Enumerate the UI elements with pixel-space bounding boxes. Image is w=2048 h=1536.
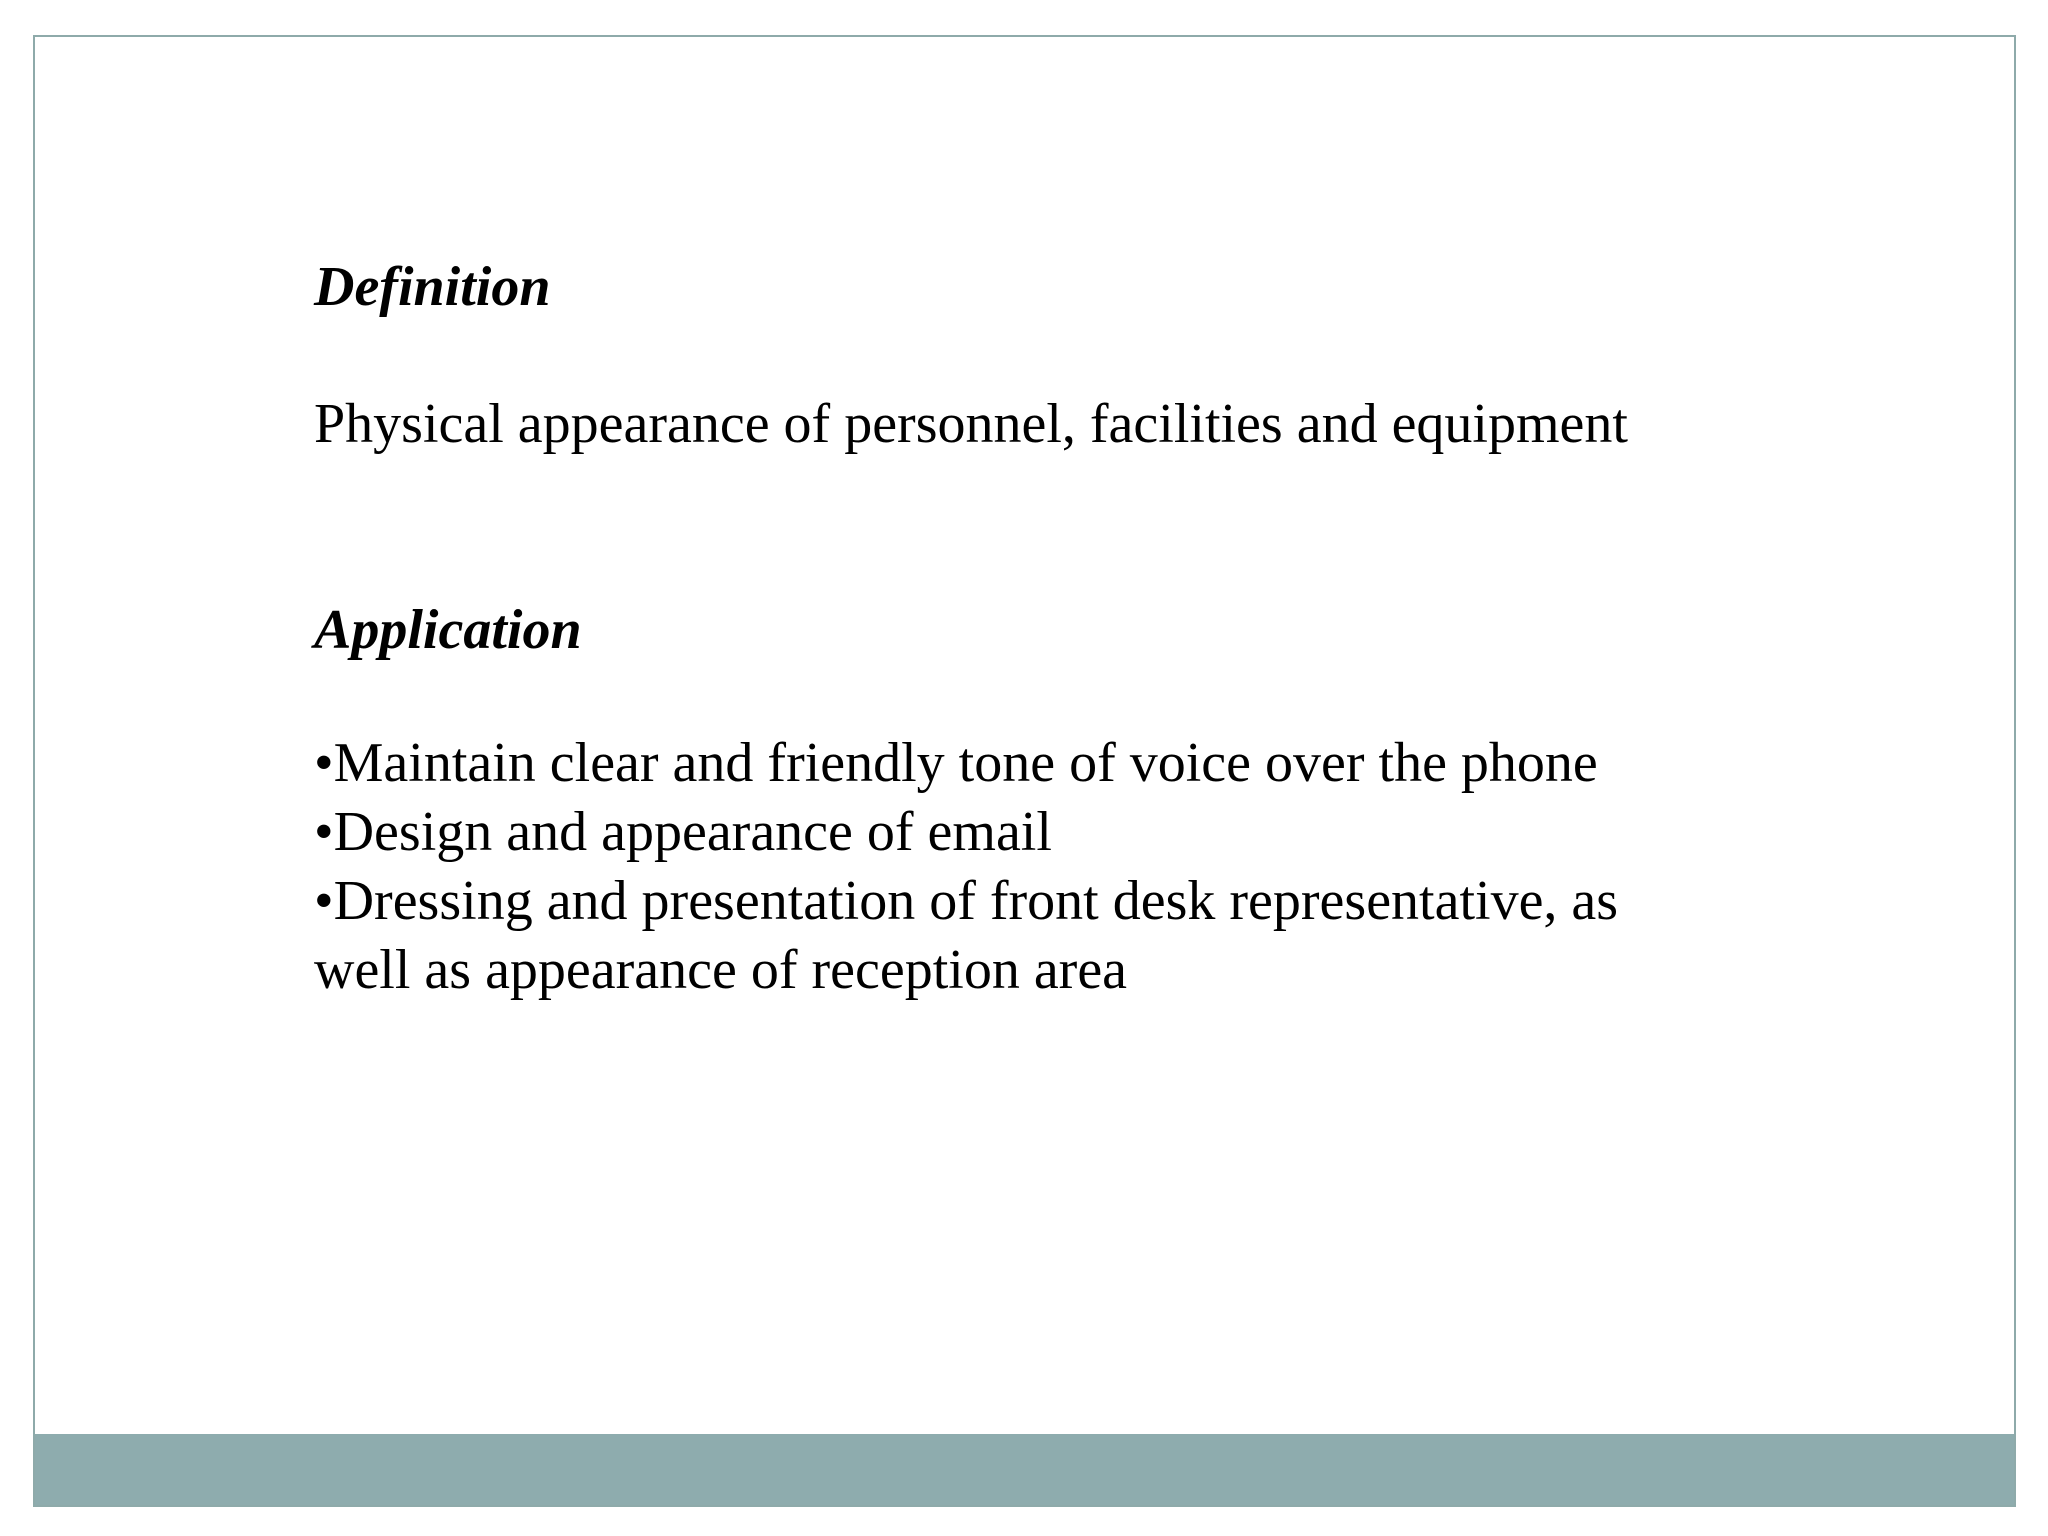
application-bullet-email: •Design and appearance of email [314,801,1052,863]
application-bullet-phone: •Maintain clear and friendly tone of voice over the phone [314,732,1598,794]
definition-text: Physical appearance of personnel, facilities and equipment [314,393,1628,455]
footer-band [35,1434,2014,1505]
application-bullet-list [314,729,1618,1005]
slide [33,35,2016,1507]
application-bullet-front-desk: •Dressing and presentation of front desk representative, as [314,870,1619,932]
application-bullet-front-desk-continued: well as appearance of reception area [314,939,1128,1001]
application-heading: Application [314,599,582,661]
definition-heading: Definition [314,256,551,318]
